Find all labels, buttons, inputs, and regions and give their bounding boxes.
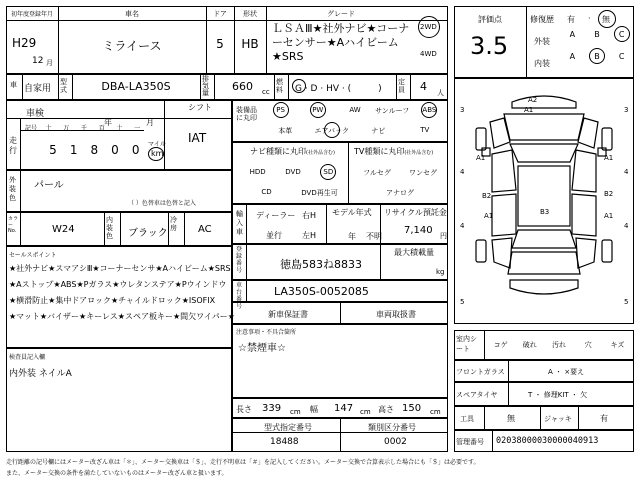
color-no: W24 [52, 224, 75, 235]
side-num-5: 4 [460, 222, 465, 230]
length-value: 339 [262, 403, 282, 414]
tv-row-1 [354, 168, 446, 182]
notes-value: ☆禁煙車☆ [238, 343, 286, 354]
navi-title-note: (社外品含む) [306, 150, 335, 156]
max-load-label: 最大積載量 [394, 248, 434, 257]
exterior-grade-0: A [569, 30, 576, 39]
import-dealer: ディーラー [256, 211, 296, 220]
mileage-header-cell-1: 十 [45, 125, 52, 132]
width-value: 147 [334, 403, 354, 414]
chassis-label: 車台番号 [236, 282, 243, 310]
shift-label: シフト [188, 103, 212, 112]
drive-2wd: 2WD [420, 23, 437, 31]
shape-value: HB [241, 37, 259, 51]
side-num-7: 5 [460, 298, 465, 306]
cap-unit: 人 [437, 89, 444, 97]
jack-label: ジャッキ [544, 415, 572, 423]
glass-label: フロントガラス [456, 368, 505, 376]
color-value: パール [34, 180, 64, 191]
seat-items [486, 340, 632, 350]
exterior-grades [560, 30, 634, 50]
recycle-unit: 円 [440, 232, 447, 240]
month-value: 12 [32, 56, 44, 66]
equipment-item-3: サンルーフ [375, 107, 410, 115]
mileage-unit-km: km [151, 149, 164, 158]
tv-item2-0: アナログ [386, 189, 414, 197]
mileage-digit-3: 8 [90, 143, 99, 157]
model-year-unknown: 不明 [366, 232, 382, 241]
interior-grades [560, 52, 634, 72]
inspector-block [6, 348, 232, 452]
mileage-digit-5: 0 [131, 143, 140, 157]
max-load-unit: kg [436, 268, 445, 276]
mileage-digit-2: 1 [69, 143, 78, 157]
reg-year-label: 初年度登録年月 [10, 11, 53, 18]
exterior-grade-1: B [594, 30, 600, 39]
length-unit: cm [290, 408, 301, 416]
shape-label: 形状 [243, 10, 257, 18]
era-year: H29 [12, 36, 37, 50]
inspection-month: 月 [146, 118, 154, 127]
inspector-value: 内外装 ネイルA [9, 369, 72, 379]
mileage-header-cell-4: 百 [98, 125, 105, 132]
equipment-row-1 [262, 106, 448, 120]
month-unit: 月 [46, 59, 53, 67]
plate-label: 登録番号 [236, 246, 243, 274]
spare-value: T ・ 修理KIT ・ 欠 [528, 391, 588, 399]
tv-item-0: フルセグ [363, 169, 391, 177]
drive-4wd: 4WD [420, 50, 437, 58]
seat-item-4: キズ [610, 341, 625, 349]
navi-title-text: ナビ種類に丸印 [250, 147, 306, 156]
interior-value: ブラック [128, 228, 168, 239]
sales-line-4: ★マット★バイザー★キーレス★スペア板キー★間欠ワイパー★ [9, 312, 235, 321]
mileage-header-cell-3: 千 [80, 125, 87, 132]
exterior-grade-2: C [618, 30, 625, 39]
height-unit: cm [430, 408, 441, 416]
import-right: 右H [302, 211, 317, 220]
import-left: 左H [302, 231, 317, 240]
seat-item-0: コゲ [493, 341, 508, 349]
tv-item-1: ワンセグ [409, 169, 437, 177]
manual-label: 車両取扱書 [376, 310, 416, 319]
exterior-label: 外装 [534, 37, 550, 46]
import-label: 輸入車 [236, 210, 243, 236]
grade-value: ＬＳＡⅢ★社外ナビ★コーナーセンサー★Aハイビーム★SRS [272, 22, 410, 63]
door-value: 5 [216, 37, 224, 51]
length-label: 長さ [236, 405, 252, 414]
tv-title-text: TV種類に丸印 [354, 147, 405, 156]
mileage-digits [22, 143, 146, 157]
sales-line-1: ★社外ナビ★スマアシⅢ★コーナーセンサ★Aハイビーム★SRS [9, 264, 231, 273]
inspection-year: 年 [104, 118, 112, 127]
grade-label: グレード [327, 10, 355, 18]
score-label: 評価点 [478, 15, 502, 24]
recycle-value: 7,140 [404, 225, 433, 236]
car-name-label: 車名 [125, 10, 139, 18]
navi-row-2 [240, 188, 346, 200]
side-num-8: 5 [624, 298, 629, 306]
repair-label: 修復歴 [530, 15, 554, 24]
equipment-item-4: ABS [422, 106, 437, 114]
type-cert-label: 型式指定番号 [264, 423, 312, 432]
interior-seat-label: 室内シート [456, 335, 477, 353]
equipment-item2-3: TV [420, 126, 430, 134]
cap-label: 定員 [398, 78, 405, 94]
height-value: 150 [402, 403, 422, 414]
color-label: 外装色 [9, 176, 16, 202]
tools-label: 工具 [460, 415, 474, 423]
mileage-header-cell-2: 万 [63, 125, 70, 132]
model-year-year: 年 [348, 232, 356, 241]
navi-item2-0: CD [261, 188, 272, 196]
model-year-label: モデル年式 [332, 208, 372, 217]
height-label: 高さ [378, 405, 394, 414]
tools-value: 無 [507, 414, 515, 423]
equipment-row-2 [262, 126, 448, 138]
mileage-header-cell-0: 記号 [24, 125, 37, 132]
width-label: 幅 [310, 405, 318, 414]
equipment-item2-0: 本革 [278, 127, 293, 135]
door-label: ドア [213, 10, 227, 18]
equipment-item-2: AW [349, 106, 361, 114]
tv-row-2 [354, 188, 446, 200]
inspector-label: 検査員記入欄 [9, 354, 46, 361]
navi-item2-1: DVD再生可 [301, 189, 338, 197]
mileage-unit-mile: マイル [148, 141, 166, 148]
glass-value: A ・ ×要え [548, 368, 585, 376]
sales-points-label: セールスポイント [9, 252, 57, 259]
mileage-digit-header [22, 123, 146, 131]
jack-value: 有 [600, 414, 608, 423]
footer-line-2: また、メーター交換の条件を満たしていないものはメーター改ざん車と扱います。 [6, 470, 228, 477]
owner-type: 自家用 [24, 84, 52, 94]
interior-grade-label: 内装 [534, 59, 550, 68]
notes-label: 注意事項・不具合箇所 [236, 329, 297, 336]
mark-a1-front: A1 [524, 106, 534, 114]
equipment-item-0: PS [276, 106, 285, 114]
mileage-header-cell-6: 一 [134, 125, 141, 132]
shift-value: IAT [188, 131, 207, 145]
seat-item-2: 汚れ [551, 341, 566, 349]
interior-grade-0: A [569, 52, 576, 61]
interior-label: 内装色 [106, 216, 113, 240]
disp-label: 排気量 [202, 75, 209, 97]
cap-value: 4 [420, 80, 427, 93]
sales-line-3: ★横滑防止★集中ドアロック★チャイルドロック★ISOFIX [9, 296, 216, 305]
navi-row-1 [240, 168, 346, 182]
interior-grade-1: B [594, 52, 600, 61]
plate-value: 徳島583ね8833 [280, 258, 362, 271]
disp-unit: cc [262, 88, 270, 96]
width-unit: cm [360, 408, 371, 416]
repair-no: 無 [602, 15, 610, 24]
mark-a1-right-door: A1 [604, 154, 614, 162]
warranty-label: 新車保証書 [268, 310, 308, 319]
class-value: 0002 [384, 437, 407, 447]
mileage-digit-4: 0 [111, 143, 119, 157]
disp-value: 660 [232, 80, 253, 93]
side-num-6: 4 [624, 222, 629, 230]
color-note: （ ）色替車は色替と記入 [128, 200, 196, 207]
interior-grade-2: C [618, 52, 625, 61]
repair-sep: · [588, 14, 591, 23]
tv-title-note: (社外品含む) [404, 150, 434, 156]
seat-item-1: 破れ [522, 341, 537, 349]
recycle-label: リサイクル預託金 [384, 208, 447, 217]
side-num-3: 4 [460, 168, 465, 176]
fuel-value: G · D · HV · ( ) [295, 84, 382, 94]
mark-b2-left: B2 [482, 192, 492, 200]
mark-b3: B3 [540, 208, 550, 216]
mark-a1-left-door: A1 [476, 154, 486, 162]
side-num-1: 3 [460, 106, 465, 114]
mark-a1-rear-left: A1 [484, 212, 494, 220]
seat-item-3: 穴 [584, 341, 592, 349]
side-num-2: 3 [624, 106, 629, 114]
color-no-label: カラーNo. [8, 216, 19, 234]
mark-a2: A2 [528, 96, 538, 104]
equipment-item2-1: エアバック [314, 127, 349, 135]
spare-label: スペアタイヤ [456, 391, 498, 399]
navi-item-0: HDD [249, 168, 266, 176]
mileage-header-cell-5: 十 [116, 125, 123, 132]
row2-bullet: 車 [10, 81, 17, 89]
equipment-item2-2: ナビ [371, 127, 386, 135]
ac-label: 冷房 [170, 216, 177, 232]
class-label: 類別区分番号 [368, 423, 416, 432]
model-code: DBA-LA350S [101, 80, 171, 93]
car-name: ミライース [102, 39, 162, 53]
mgmt-value: 02038000030000040913 [496, 436, 599, 446]
mgmt-label: 管理番号 [456, 438, 484, 446]
navi-item-1: DVD [285, 168, 301, 176]
equipment-item-1: PW [312, 106, 324, 114]
chassis-value: LA350S-0052085 [274, 285, 369, 298]
tv-title [354, 146, 433, 157]
inspection-label: 車検 [26, 109, 45, 119]
equipment-label: 装備品に丸印 [236, 106, 257, 122]
navi-title [250, 146, 335, 157]
type-cert-value: 18488 [270, 437, 299, 447]
mark-a1-rear-right: A1 [604, 212, 614, 220]
mark-b2-right: B2 [604, 190, 614, 198]
score-value: 3.5 [470, 32, 509, 60]
side-num-4: 4 [624, 168, 629, 176]
mileage-digit-1: 5 [49, 143, 57, 157]
mileage-label: 走行 [9, 136, 17, 155]
ac-value: AC [198, 224, 212, 235]
navi-item-2: SD [323, 168, 334, 176]
sales-line-2: ★Aストップ★ABS★Pガラス★ウレタンステア★Pウインドウ [9, 280, 227, 289]
fuel-label: 燃料 [276, 78, 283, 94]
car-diagram [454, 78, 634, 324]
type-label: 型式 [60, 78, 67, 94]
repair-yes: 有 [567, 15, 575, 24]
footer-line-1: 走行距離の記号欄にはメーター改ざん車は「＊」、メーター交換車は「＄」、走行不明車は「＃」を記入してください。メーター交換で合算表示した場合にも「＄」は必要です。 [6, 459, 480, 466]
import-parallel: 並行 [266, 231, 282, 240]
